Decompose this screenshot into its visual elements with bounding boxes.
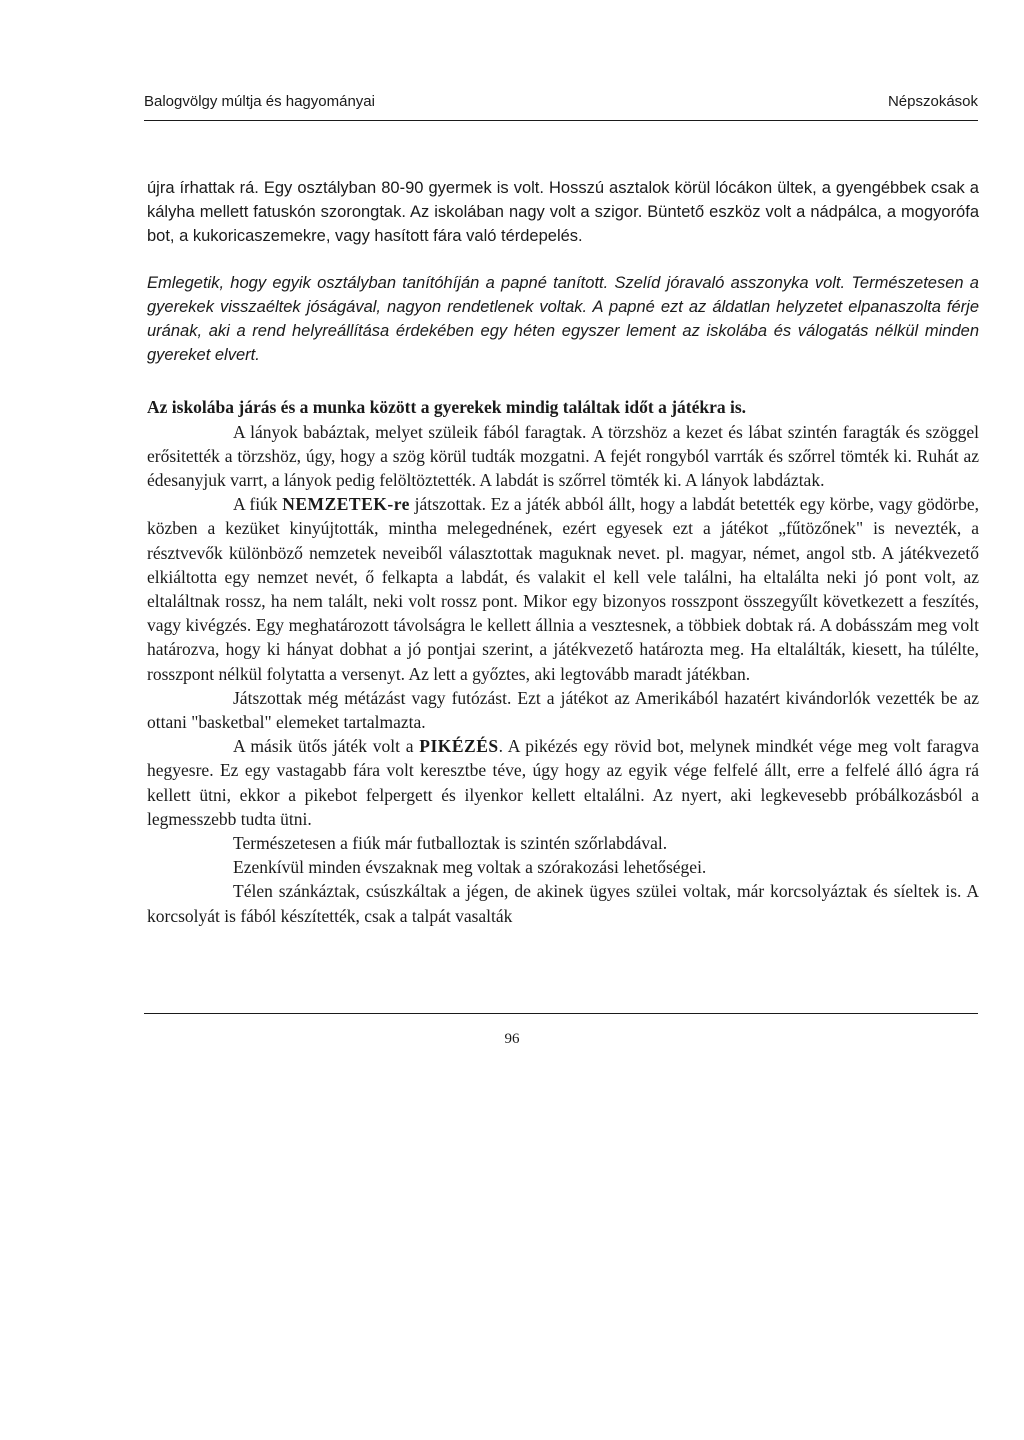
text-run: A fiúk xyxy=(233,494,283,515)
page-body xyxy=(147,176,979,928)
paragraph-girls-dolls: A lányok babáztak, melyet szüleik fából faragtak. A törzshöz a kezet és lábat szintén faragták és szöggel erősitették a törzshöz, úgy, hogy a szög körül tudták mozgatni. A fejét rongyból varrták és szőrrel tömték ki. Ruhát az édesanyjuk varrt, a lányok pedig felöltöztették. A labdát is szőrrel tömték ki. A lányok labdáztak. xyxy=(147,421,979,491)
header-rule xyxy=(144,120,978,121)
game-name-nemzetek: NEMZETEK-re xyxy=(282,494,410,515)
text-run: . A pikézés egy rövid bot, melynek mindkét vége meg volt faragva hegyesre. Ez egy vastagabb fára volt keresztbe téve, úgy hogy az egyik vége felfelé állt, erre a felfelé álló ágra rá kellett ütni, ekkor a pikebot felpergett és ilyenkor kellett eltalálni. Az nyert, aki legkevesebb próbálkozásból a legmesszebb tudta ütni. xyxy=(147,736,979,829)
header-book-title: Balogvölgy múltja és hagyományai xyxy=(144,93,375,110)
paragraph-seasons: Ezenkívül minden évszaknak meg voltak a szórakozási lehetőségei. xyxy=(233,857,707,878)
header-chapter-title: Népszokások xyxy=(887,93,978,110)
game-name-pikezes: PIKÉZÉS xyxy=(419,736,499,757)
section-heading-games: Az iskolába járás és a munka között a gyerekek mindig találtak időt a játékra is. xyxy=(147,397,747,418)
paragraph-football: Természetesen a fiúk már futballoztak is szintén szőrlabdával. xyxy=(233,833,668,854)
text-run: A másik ütős játék volt a xyxy=(233,736,420,757)
page-number: 96 xyxy=(504,1031,520,1047)
paragraph-school-discipline: újra írhattak rá. Egy osztályban 80-90 gyermek is volt. Hosszú asztalok körül lócákon ültek, a gyengébbek csak a kályha mellett fatuskón szorongtak. Az iskolában nagy volt a szigor. Büntető eszköz volt a nádpálca, a mogyorófa bot, a kukoricaszemekre, vagy hasított fára való térdepelés. xyxy=(147,179,979,246)
running-header xyxy=(144,93,978,110)
paragraph-winter: Télen szánkáztak, csúszkáltak a jégen, de akinek ügyes szülei voltak, már korcsolyáztak és síeltek is. A korcsolyát is fából készítették, csak a talpát vasalták xyxy=(147,881,979,926)
paragraph-nations-game xyxy=(147,492,979,686)
paragraph-meta-game: Játszottak még métázást vagy futózást. Ezt a játékot az Amerikából hazatért kivándorlók vezették be az ottani "basketbal" elemeket tartalmazta. xyxy=(147,687,979,733)
text-run: játszottak. Ez a játék abból állt, hogy a labdát betették egy körbe, vagy gödörbe, közben a kezüket kinyújtották, mintha melegednének, ezért egyesek ezt a játékot „fűtözőnek" is nevezték, a résztvevők különböző nemzetek neveiből választottak maguknak nevet. pl. magyar, német, angol stb. A játékvezető elkiáltotta egy nemzet nevét, ő felkapta a labdát, és valakit el kell vele találni, ha eltalálta neki jó pont volt, az eltaláltnak rossz, ha nem talált, neki volt rossz pont. Mikor egy bizonyos rosszpont összegyűlt következett a feszítés, vagy kivégzés. Egy meghatározott távolságra le kellett állnia a vesztesnek, a többiek dobtak rá. A dobásszám meg volt határozva, hogy ki hányat dobhat a jó pontjai szerint, a játékvezető határozta meg. Ha eltalálták, kiesett, ha túlélte, rosszpont nélkül folytatta a versenyt. Az lett a győztes, aki legtovább maradt játékban. xyxy=(147,494,979,684)
footer-rule xyxy=(144,1013,978,1014)
paragraph-pastor-wife: Emlegetik, hogy egyik osztályban tanítóhíján a papné tanított. Szelíd jóravaló asszonyka volt. Természetesen a gyerekek visszaéltek jóságával, nagyon rendetlenek voltak. A papné ezt az áldatlan helyzetet elpanaszolta férje urának, aki a rend helyreállítása érdekében egy héten egyszer lement az iskolába és válogatás nélkül minden gyereket elvert. xyxy=(147,273,979,365)
paragraph-pikezes-game xyxy=(147,734,979,831)
